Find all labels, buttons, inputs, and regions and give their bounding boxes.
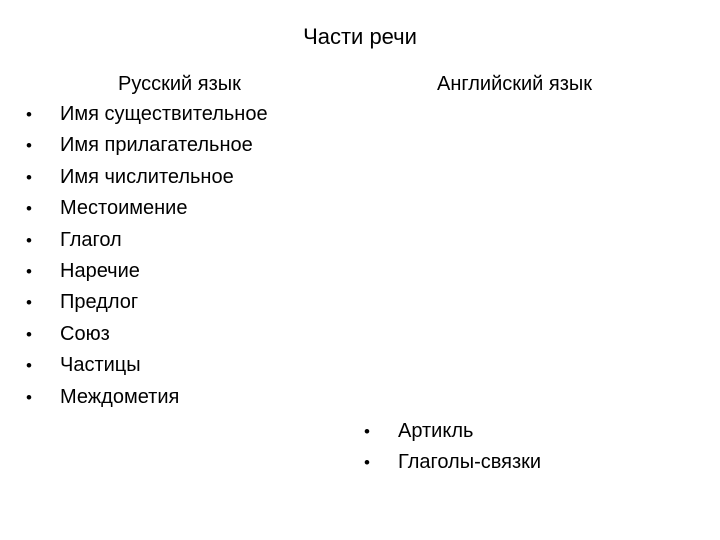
bullet-icon: • bbox=[364, 422, 370, 441]
list-item bbox=[26, 350, 268, 381]
list-item-label: Артикль bbox=[398, 420, 474, 442]
english-column-heading: Английский язык bbox=[437, 73, 593, 95]
list-item-label: Частицы bbox=[60, 354, 141, 377]
english-parts-of-speech-list bbox=[364, 416, 541, 479]
list-item bbox=[26, 99, 268, 130]
list-item-label: Глаголы-связки bbox=[398, 451, 542, 474]
list-item bbox=[364, 416, 541, 447]
list-item-label: Союз bbox=[60, 322, 110, 345]
list-item-label: Наречие bbox=[60, 259, 140, 282]
list-item bbox=[26, 130, 268, 161]
list-item-label: Междометия bbox=[60, 385, 180, 408]
list-item-label: Имя числительное bbox=[60, 165, 234, 188]
list-item-label: Местоимение bbox=[60, 197, 188, 220]
bullet-icon: • bbox=[26, 261, 32, 281]
slide-title: Части речи bbox=[303, 24, 417, 49]
russian-column-heading: Русский язык bbox=[118, 73, 241, 95]
russian-parts-of-speech-list bbox=[26, 99, 268, 413]
bullet-icon: • bbox=[26, 105, 32, 124]
bullet-icon: • bbox=[26, 136, 32, 156]
list-item bbox=[26, 162, 268, 193]
list-item bbox=[26, 193, 268, 224]
list-item bbox=[26, 287, 268, 318]
bullet-icon: • bbox=[26, 230, 32, 250]
bullet-icon: • bbox=[26, 324, 32, 344]
list-item-label: Предлог bbox=[60, 291, 139, 314]
list-item-label: Глагол bbox=[60, 228, 122, 251]
list-item bbox=[26, 319, 268, 350]
list-item-label: Имя прилагательное bbox=[60, 134, 253, 157]
list-item-label: Имя существительное bbox=[60, 103, 268, 125]
list-item bbox=[26, 382, 268, 413]
bullet-icon: • bbox=[364, 453, 370, 473]
bullet-icon: • bbox=[26, 199, 32, 219]
bullet-icon: • bbox=[26, 387, 32, 407]
list-item bbox=[26, 256, 268, 287]
bullet-icon: • bbox=[26, 293, 32, 313]
list-item bbox=[364, 447, 541, 478]
list-item bbox=[26, 225, 268, 256]
bullet-icon: • bbox=[26, 167, 32, 187]
bullet-icon: • bbox=[26, 356, 32, 376]
